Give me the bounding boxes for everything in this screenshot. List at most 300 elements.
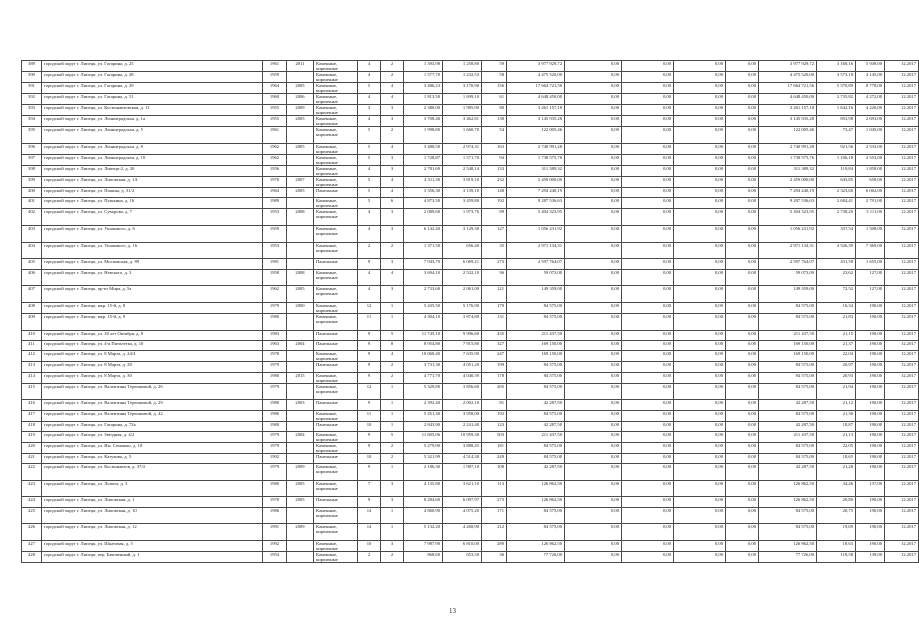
table-cell: Каменные, кирпичные	[314, 72, 358, 83]
table-cell: Панельные	[314, 341, 358, 351]
table-cell: 4 475 520,00	[759, 72, 817, 83]
table-cell: 413	[22, 362, 42, 372]
table-cell: 12.2017	[885, 127, 919, 144]
table-cell: 12.2017	[885, 400, 919, 410]
table-cell: 0,00	[565, 383, 622, 400]
table-cell: 58	[482, 72, 507, 83]
table-cell: 2 186,30	[404, 463, 443, 480]
table-cell: 4 272,00	[856, 94, 885, 105]
table-cell: Каменные, кирпичные	[314, 208, 358, 225]
table-cell: 1978	[263, 351, 287, 362]
table-cell: 17 664 721,56	[507, 83, 565, 94]
table-cell: Каменные, кирпичные	[314, 463, 358, 480]
table-cell: 0,00	[622, 83, 674, 94]
table-cell: 0,00	[674, 330, 726, 340]
table-cell: 12.2017	[885, 421, 919, 431]
table-cell: 0,00	[565, 269, 622, 286]
table-cell: 232	[482, 176, 507, 187]
table-cell	[287, 154, 314, 165]
table-cell: 0,00	[622, 225, 674, 242]
table-cell: 0,00	[622, 127, 674, 144]
table-cell: 0,00	[726, 208, 759, 225]
table-row	[22, 362, 919, 372]
table-row	[22, 197, 919, 208]
table-cell: городской округ г. Липецк, ул. Липовская, д. 10	[42, 507, 263, 524]
table-cell: 2 392,40	[404, 400, 443, 410]
table-cell: 2	[381, 61, 404, 72]
table-row	[22, 314, 919, 331]
table-cell: 0,00	[674, 105, 726, 116]
table-cell: 96	[482, 269, 507, 286]
table-row	[22, 410, 919, 421]
table-cell: 3	[381, 480, 404, 497]
table-cell: 12.2017	[885, 480, 919, 497]
table-cell: 1 998,80	[404, 127, 443, 144]
table-cell: 118,58	[817, 552, 856, 563]
table-cell: 9	[358, 372, 381, 383]
table-cell: 8 954,80	[404, 341, 443, 351]
table-cell: 6 097,97	[443, 497, 482, 507]
table-cell: 1 642,16	[817, 105, 856, 116]
table-cell: 171	[482, 507, 507, 524]
table-cell: 36	[482, 552, 507, 563]
table-cell: 21,13	[817, 431, 856, 442]
table-cell: 11	[358, 314, 381, 331]
table-cell: 0,00	[622, 330, 674, 340]
table-cell: 5 279,90	[404, 442, 443, 453]
table-cell: 6 142,40	[404, 225, 443, 242]
table-cell: 3 819,10	[443, 176, 482, 187]
table-cell: 4 526,39	[817, 242, 856, 259]
table-cell: 3 139,10	[443, 187, 482, 197]
table-cell: 403	[22, 225, 42, 242]
table-cell: 1	[381, 463, 404, 480]
table-cell: 0,00	[622, 94, 674, 105]
table-cell: 42 287,50	[507, 463, 565, 480]
table-row	[22, 431, 919, 442]
table-cell	[287, 383, 314, 400]
table-cell: 0,00	[565, 507, 622, 524]
table-cell: 0,00	[674, 453, 726, 463]
table-cell: 21,94	[817, 383, 856, 400]
table-cell: 2	[381, 242, 404, 259]
table-cell: 0,00	[726, 400, 759, 410]
table-cell: 1983	[263, 330, 287, 340]
table-cell: 0,00	[674, 410, 726, 421]
table-cell: 2 241,40	[443, 421, 482, 431]
table-cell: 190,00	[856, 303, 885, 314]
table-cell: Каменные, кирпичные	[314, 303, 358, 314]
table-cell: 1980	[263, 372, 287, 383]
table-cell: 84 575,00	[507, 383, 565, 400]
table-row	[22, 421, 919, 431]
table-cell: 20,80	[817, 497, 856, 507]
table-cell: 133	[482, 165, 507, 176]
table-cell: 0,00	[565, 372, 622, 383]
table-cell: 410	[22, 330, 42, 340]
table-cell: 0,00	[674, 61, 726, 72]
table-cell: 0,00	[565, 83, 622, 94]
table-cell: городской округ г. Липецк, ул. Лопата, д. 3	[42, 480, 263, 497]
table-cell: Панельные	[314, 330, 358, 340]
table-cell: 0,00	[622, 154, 674, 165]
table-cell: 3 888,45	[443, 442, 482, 453]
table-cell: Каменные, кирпичные	[314, 105, 358, 116]
table-cell: 0,00	[674, 480, 726, 497]
table-cell: городской округ г. Липецк, ул. Ушакового, д. 6	[42, 225, 263, 242]
table-cell: 61	[482, 94, 507, 105]
table-cell: 426	[22, 524, 42, 541]
table-cell: 0,00	[622, 442, 674, 453]
table-cell: Каменные, кирпичные	[314, 176, 358, 187]
table-cell: 169 150,00	[507, 341, 565, 351]
table-cell: 4	[358, 286, 381, 303]
table-cell: 0,00	[565, 259, 622, 269]
table-cell: 2 733,60	[404, 286, 443, 303]
table-cell: 0,00	[622, 259, 674, 269]
table-cell: Каменные, кирпичные	[314, 286, 358, 303]
table-cell: 0,00	[726, 442, 759, 453]
table-cell: городской округ г. Липецк, мкр. 15-й, д. 8	[42, 303, 263, 314]
table-cell: Каменные, кирпичные	[314, 197, 358, 208]
table-cell: 20,93	[817, 372, 856, 383]
table-cell: 0,00	[565, 225, 622, 242]
table-cell: Каменные, кирпичные	[314, 480, 358, 497]
table-cell: 1 508,00	[856, 225, 885, 242]
table-cell: 4 771,70	[404, 372, 443, 383]
table-cell: городской округ г. Липецк, ул. Валентины Терешковой, д. 26	[42, 383, 263, 400]
table-cell: 5 404 323,95	[759, 208, 817, 225]
table-cell: 0,00	[726, 286, 759, 303]
table-cell: 1953	[263, 208, 287, 225]
table-row	[22, 507, 919, 524]
table-row	[22, 208, 919, 225]
table-cell: 1	[381, 400, 404, 410]
table-cell: 77 726,00	[507, 552, 565, 563]
table-cell: 2005	[287, 143, 314, 154]
table-cell: 3	[381, 105, 404, 116]
table-cell: 4	[358, 116, 381, 127]
table-cell: Каменные, кирпичные	[314, 383, 358, 400]
table-cell: Каменные, кирпичные	[314, 94, 358, 105]
table-cell: 59 073,00	[759, 269, 817, 286]
table-cell: 1959	[263, 225, 287, 242]
table-row	[22, 383, 919, 400]
table-cell: 20,75	[817, 507, 856, 524]
table-cell: 21,36	[817, 410, 856, 421]
table-cell: 0,00	[622, 165, 674, 176]
table-cell: городской округ г. Липецк, пр-кт Мира, д. 5а	[42, 286, 263, 303]
table-cell: 1 056 231,92	[759, 225, 817, 242]
table-cell: 337,54	[817, 225, 856, 242]
table-cell: 1989	[263, 197, 287, 208]
table-cell: 0,00	[622, 116, 674, 127]
table-cell: 21,12	[817, 400, 856, 410]
table-cell: 7 915,80	[443, 341, 482, 351]
table-cell: 12.2017	[885, 143, 919, 154]
table-cell: 1 232,53	[443, 72, 482, 83]
table-cell: 123	[482, 421, 507, 431]
table-cell: 190,00	[856, 463, 885, 480]
table-cell: 0,00	[674, 116, 726, 127]
table-cell: 1980	[263, 421, 287, 431]
table-cell: 2 843,90	[404, 421, 443, 431]
table-cell: 126 862,50	[507, 541, 565, 552]
table-cell: 211 437,50	[507, 431, 565, 442]
table-cell: 5 435,50	[404, 303, 443, 314]
table-cell: 190,00	[856, 351, 885, 362]
table-cell: 402	[22, 208, 42, 225]
table-cell: 1 973,76	[443, 208, 482, 225]
table-cell: 0,00	[565, 552, 622, 563]
table-cell: 192	[482, 197, 507, 208]
table-cell: Каменные, кирпичные	[314, 442, 358, 453]
table-cell: 6 069,21	[443, 259, 482, 269]
table-cell: 7 987,90	[404, 541, 443, 552]
table-cell: 5 111,00	[856, 208, 885, 225]
table-row	[22, 154, 919, 165]
table-cell: 12.2017	[885, 524, 919, 541]
table-cell: 12.2017	[885, 116, 919, 127]
table-cell: 84 575,00	[759, 453, 817, 463]
table-cell: 0,00	[726, 507, 759, 524]
table-cell: 400	[22, 187, 42, 197]
table-cell: городской округ г. Липецк, пер. Баковенный, д. 1	[42, 552, 263, 563]
table-cell: 0,00	[674, 507, 726, 524]
table-cell: 389	[22, 61, 42, 72]
table-cell: 127,00	[856, 286, 885, 303]
table-cell: 163	[482, 143, 507, 154]
table-cell: 406	[22, 269, 42, 286]
table-cell: 0,00	[674, 552, 726, 563]
table-cell: 12.2017	[885, 225, 919, 242]
table-cell: 1 858,00	[856, 165, 885, 176]
table-cell: 1992	[263, 541, 287, 552]
table-cell: Каменные, кирпичные	[314, 372, 358, 383]
table-cell: 2 693,00	[856, 116, 885, 127]
table-cell: 11	[358, 410, 381, 421]
table-cell: 0,00	[565, 442, 622, 453]
table-cell: 12.2017	[885, 552, 919, 563]
table-cell: 1953	[263, 242, 287, 259]
table-cell: городской округ г. Липецк, ул. Московская, д. 89	[42, 259, 263, 269]
table-cell: 190,00	[856, 507, 885, 524]
table-cell: 138	[482, 116, 507, 127]
table-cell: 190,00	[856, 431, 885, 442]
table-cell: городской округ г. Липецк, ул. Звёздная, д. 4/2	[42, 431, 263, 442]
table-row	[22, 480, 919, 497]
table-cell: 3 170,90	[443, 83, 482, 94]
table-cell: Панельные	[314, 187, 358, 197]
table-row	[22, 176, 919, 187]
table-cell: 3	[381, 165, 404, 176]
table-cell: 417	[22, 410, 42, 421]
table-cell: 12.2017	[885, 442, 919, 453]
table-cell: 190,00	[856, 314, 885, 331]
table-cell: 0,00	[565, 197, 622, 208]
table-cell: 21,28	[817, 463, 856, 480]
table-cell: 4	[381, 187, 404, 197]
table-cell: 6 810,00	[443, 541, 482, 552]
table-cell: 84 575,00	[759, 507, 817, 524]
table-cell: 137,00	[856, 480, 885, 497]
table-cell: 0,00	[565, 187, 622, 197]
table-cell: городской округ г. Липецк, ул. Липецк-2, д. 20	[42, 165, 263, 176]
table-cell: 397	[22, 154, 42, 165]
table-cell: 1 699,10	[443, 94, 482, 105]
table-cell: 0,00	[674, 143, 726, 154]
table-cell: 1 660,70	[443, 127, 482, 144]
table-cell: 0,00	[622, 208, 674, 225]
table-cell: 12.2017	[885, 303, 919, 314]
table-cell: 211 437,50	[759, 431, 817, 442]
table-cell: 0,00	[726, 421, 759, 431]
table-cell: городской округ г. Липецк, ул. Гагарина, д. 28	[42, 72, 263, 83]
table-cell: 18,65	[817, 453, 856, 463]
table-cell: 42 287,50	[507, 421, 565, 431]
table-cell: Каменные, кирпичные	[314, 143, 358, 154]
table-cell: 122 005,46	[507, 127, 565, 144]
table-cell: 212	[482, 524, 507, 541]
table-cell: 2 459 000,00	[759, 176, 817, 187]
table-cell: 0,00	[726, 94, 759, 105]
table-cell: 1956	[263, 165, 287, 176]
table-cell: 0,00	[622, 269, 674, 286]
table-cell: 84 575,00	[507, 303, 565, 314]
table-cell: городской округ г. Липецк, ул. Ленинградская, д. 5	[42, 127, 263, 144]
table-cell: городской округ г. Липецк, ул. Гагарина, д. 25	[42, 61, 263, 72]
table-cell: 0,00	[565, 341, 622, 351]
table-cell: 0,00	[622, 524, 674, 541]
table-cell: 148	[482, 187, 507, 197]
table-cell: 0,00	[726, 524, 759, 541]
table-cell: 0,00	[674, 154, 726, 165]
table-cell: 190,00	[856, 383, 885, 400]
table-cell: 0,00	[622, 314, 674, 331]
table-cell: 80	[482, 105, 507, 116]
table-cell: 0,00	[726, 330, 759, 340]
table-cell	[287, 453, 314, 463]
table-cell: 4	[358, 208, 381, 225]
table-cell: 12.2017	[885, 61, 919, 72]
table-cell: 21,37	[817, 341, 856, 351]
table-cell: 415	[22, 383, 42, 400]
table-cell: 1955	[263, 116, 287, 127]
table-cell: 0,00	[565, 143, 622, 154]
table-cell: городской округ г. Липецк, мкр. 15-й, д. 9	[42, 314, 263, 331]
table-cell: 2	[381, 72, 404, 83]
table-cell: 2009	[287, 524, 314, 541]
table-cell: 16,34	[817, 303, 856, 314]
table-cell: 2 684,41	[817, 197, 856, 208]
table-cell: 0,00	[674, 541, 726, 552]
table-cell: городской округ г. Липецк, ул. Ленинградская, д. 10	[42, 154, 263, 165]
table-cell: 431,58	[817, 259, 856, 269]
table-cell: 12.2017	[885, 341, 919, 351]
table-cell: городской округ г. Липецк, ул. Шкатовая, д. 5	[42, 541, 263, 552]
table-cell: 2009	[287, 463, 314, 480]
table-cell: 0,00	[622, 341, 674, 351]
table-cell: 5 321,99	[404, 453, 443, 463]
table-cell: 1964	[263, 187, 287, 197]
table-cell: 0,00	[726, 351, 759, 362]
table-cell: 0,00	[622, 351, 674, 362]
table-cell	[287, 442, 314, 453]
table-cell: 2	[358, 552, 381, 563]
table-cell: 0,00	[565, 105, 622, 116]
table-cell: 84 575,00	[759, 383, 817, 400]
table-cell: 12.2017	[885, 72, 919, 83]
table-cell: 2 597 764,07	[759, 259, 817, 269]
table-cell: 4 648 450,00	[759, 94, 817, 105]
table-cell: 3 129,30	[443, 225, 482, 242]
table-cell: 12.2017	[885, 94, 919, 105]
table-cell: 2 597 764,07	[507, 259, 565, 269]
table-cell: 10	[358, 421, 381, 431]
table-cell: 181	[482, 442, 507, 453]
table-cell: 84 575,00	[507, 524, 565, 541]
table-cell: городской округ г. Липецк, ул. 30 лет Октября, д. 8	[42, 330, 263, 340]
table-cell: 0,00	[726, 480, 759, 497]
table-cell: 4	[381, 94, 404, 105]
table-cell: 2 459 000,00	[507, 176, 565, 187]
table-cell: 2 974,31	[443, 143, 482, 154]
table-cell: Панельные	[314, 400, 358, 410]
table-cell: 0,00	[726, 383, 759, 400]
table-cell	[287, 225, 314, 242]
table-cell: городской округ г. Липецк, ул. Им. Семашко, д. 18	[42, 442, 263, 453]
table-cell: 2006	[287, 94, 314, 105]
table-cell: 4	[358, 61, 381, 72]
table-cell: 211 437,50	[507, 330, 565, 340]
table-cell: 0,00	[622, 61, 674, 72]
table-cell: 84 575,00	[507, 362, 565, 372]
table-cell: 4	[358, 94, 381, 105]
table-cell: 2 740 991,28	[759, 143, 817, 154]
table-cell: 1979	[263, 431, 287, 442]
table-cell	[287, 242, 314, 259]
table-cell: 921,56	[817, 143, 856, 154]
table-cell: Каменные, кирпичные	[314, 269, 358, 286]
table-cell: 1962	[263, 143, 287, 154]
table-row	[22, 330, 919, 340]
table-cell: 1 655,00	[856, 259, 885, 269]
table-cell: 2005	[287, 187, 314, 197]
register-table	[21, 60, 916, 563]
table-cell: 0,00	[565, 242, 622, 259]
table-cell: 3 958,00	[443, 410, 482, 421]
table-cell: Каменные, кирпичные	[314, 61, 358, 72]
table-cell: 3 486,23	[404, 83, 443, 94]
table-cell: Каменные, кирпичные	[314, 431, 358, 442]
table-cell: 12	[358, 303, 381, 314]
table-cell: 126 862,50	[759, 497, 817, 507]
table-cell: 0,00	[674, 431, 726, 442]
table-cell: 190,00	[856, 524, 885, 541]
table-cell: городской округ г. Липецк, ул. Невского, д. 3	[42, 269, 263, 286]
table-cell: 12.2017	[885, 187, 919, 197]
table-cell: городской округ г. Липецк, ул. Липовская, д. 12	[42, 524, 263, 541]
table-cell: 0,00	[622, 410, 674, 421]
table-cell: 2003	[287, 400, 314, 410]
table-cell: 425	[22, 507, 42, 524]
table-cell: 2005	[287, 116, 314, 127]
table-cell: 0,00	[726, 187, 759, 197]
table-cell: 0,00	[622, 480, 674, 497]
table-cell: 5 176,90	[443, 303, 482, 314]
table-cell: 418	[22, 421, 42, 431]
table-cell: 0,00	[726, 259, 759, 269]
